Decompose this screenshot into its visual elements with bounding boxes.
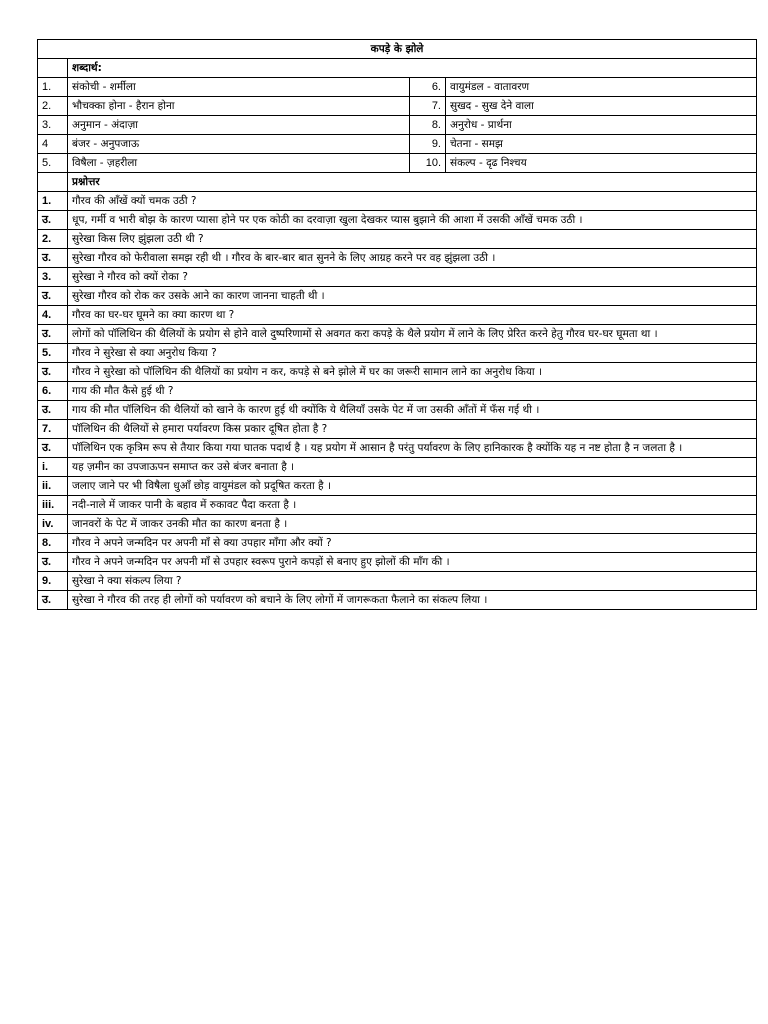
answer-text: सुरेखा गौरव को फेरीवाला समझ रही थी । गौरव के बार-बार बात सुनने के लिए आग्रह करने पर वह झुंझला उठी । <box>68 249 757 268</box>
answer-row <box>38 401 757 420</box>
answer-label: उ. <box>38 249 68 268</box>
answer-row <box>38 439 757 458</box>
question-text: सुरेखा ने क्या संकल्प लिया ? <box>68 572 757 591</box>
worksheet-body <box>38 40 757 610</box>
point-text: जलाए जाने पर भी विषैला धुआँ छोड़ वायुमंडल को प्रदूषित करता है । <box>68 477 757 496</box>
question-text: गौरव ने अपने जन्मदिन पर अपनी माँ से क्या उपहार माँगा और क्यों ? <box>68 534 757 553</box>
qa-heading: प्रश्नोत्तर <box>68 173 757 192</box>
question-row <box>38 572 757 591</box>
answer-text: गौरव ने अपने जन्मदिन पर अपनी माँ से उपहार स्वरूप पुराने कपड़ों से बनाए हुए झोलों की माँग की । <box>68 553 757 572</box>
question-row <box>38 306 757 325</box>
question-row <box>38 230 757 249</box>
question-text: सुरेखा ने गौरव को क्यों रोका ? <box>68 268 757 287</box>
empty-cell <box>38 173 68 192</box>
answer-text: लोगों को पॉलिथिन की थैलियों के प्रयोग से होने वाले दुष्परिणामों से अवगत करा कपड़े के थैले प्रयोग में लाने के लिए प्रेरित करने हेतु गौरव घर-घर घूमता था । <box>68 325 757 344</box>
question-row <box>38 192 757 211</box>
answer-label: उ. <box>38 439 68 458</box>
vocab-row <box>38 135 757 154</box>
question-text: सुरेखा किस लिए झुंझला उठी थी ? <box>68 230 757 249</box>
answer-point-row <box>38 515 757 534</box>
vocab-number: 5. <box>38 154 68 173</box>
question-text: गौरव का घर-घर घूमने का क्या कारण था ? <box>68 306 757 325</box>
vocab-number: 1. <box>38 78 68 97</box>
vocab-entry: सुखद - सुख देने वाला <box>446 97 757 116</box>
answer-row <box>38 363 757 382</box>
answer-row <box>38 325 757 344</box>
vocab-heading: शब्दार्थ: <box>68 59 757 78</box>
point-number: iii. <box>38 496 68 515</box>
question-text: गौरव की आँखें क्यों चमक उठी ? <box>68 192 757 211</box>
vocab-row <box>38 154 757 173</box>
vocab-row <box>38 116 757 135</box>
page-title: कपड़े के झोले <box>38 40 757 59</box>
question-number: 6. <box>38 382 68 401</box>
answer-text: पॉलिथिन एक कृत्रिम रूप से तैयार किया गया घातक पदार्थ है । यह प्रयोग में आसान है परंतु पर्यावरण के लिए हानिकारक है क्योंकि यह न नष्ट होता है न जलता है । <box>68 439 757 458</box>
question-number: 1. <box>38 192 68 211</box>
qa-heading-row <box>38 173 757 192</box>
point-number: iv. <box>38 515 68 534</box>
point-text: जानवरों के पेट में जाकर उनकी मौत का कारण बनता है । <box>68 515 757 534</box>
question-number: 4. <box>38 306 68 325</box>
answer-row <box>38 211 757 230</box>
vocab-entry: संकल्प - दृढ निश्चय <box>446 154 757 173</box>
answer-point-row <box>38 458 757 477</box>
vocab-row <box>38 97 757 116</box>
answer-text: गाय की मौत पॉलिथिन की थैलियों को खाने के कारण हुई थी क्योंकि ये थैलियाँ उसके पेट में जा उसकी आँतों में फँस गई थी । <box>68 401 757 420</box>
vocab-row <box>38 78 757 97</box>
answer-text: धूप, गर्मी व भारी बोझ के कारण प्यासा होने पर एक कोठी का दरवाज़ा खुला देखकर प्यास बुझाने की आशा में उसकी आँखें चमक उठी । <box>68 211 757 230</box>
question-text: गौरव ने सुरेखा से क्या अनुरोध किया ? <box>68 344 757 363</box>
answer-point-row <box>38 496 757 515</box>
vocab-entry: भौचक्का होना - हैरान होना <box>68 97 410 116</box>
vocab-number: 4 <box>38 135 68 154</box>
vocab-number: 7. <box>410 97 446 116</box>
question-number: 5. <box>38 344 68 363</box>
worksheet-table <box>37 39 757 610</box>
question-row <box>38 534 757 553</box>
vocab-entry: अनुरोध - प्रार्थना <box>446 116 757 135</box>
vocab-entry: संकोची - शर्मीला <box>68 78 410 97</box>
question-text: पॉलिथिन की थैलियों से हमारा पर्यावरण किस प्रकार दूषित होता है ? <box>68 420 757 439</box>
question-row <box>38 382 757 401</box>
vocab-number: 2. <box>38 97 68 116</box>
answer-row <box>38 287 757 306</box>
vocab-number: 8. <box>410 116 446 135</box>
question-row <box>38 268 757 287</box>
answer-label: उ. <box>38 211 68 230</box>
point-number: i. <box>38 458 68 477</box>
question-number: 2. <box>38 230 68 249</box>
vocab-number: 10. <box>410 154 446 173</box>
answer-text: सुरेखा ने गौरव की तरह ही लोगों को पर्यावरण को बचाने के लिए लोगों में जागरूकता फैलाने का संकल्प लिया । <box>68 591 757 610</box>
answer-text: सुरेखा गौरव को रोक कर उसके आने का कारण जानना चाहती थी । <box>68 287 757 306</box>
vocab-entry: वायुमंडल - वातावरण <box>446 78 757 97</box>
answer-label: उ. <box>38 325 68 344</box>
question-number: 9. <box>38 572 68 591</box>
answer-label: उ. <box>38 553 68 572</box>
title-row <box>38 40 757 59</box>
answer-row <box>38 591 757 610</box>
question-row <box>38 420 757 439</box>
answer-row <box>38 553 757 572</box>
vocab-entry: बंजर - अनुपजाऊ <box>68 135 410 154</box>
answer-label: उ. <box>38 401 68 420</box>
question-number: 7. <box>38 420 68 439</box>
answer-point-row <box>38 477 757 496</box>
vocab-heading-row <box>38 59 757 78</box>
vocab-number: 3. <box>38 116 68 135</box>
answer-row <box>38 249 757 268</box>
question-row <box>38 344 757 363</box>
empty-cell <box>38 59 68 78</box>
question-text: गाय की मौत कैसे हुई थी ? <box>68 382 757 401</box>
answer-label: उ. <box>38 287 68 306</box>
vocab-entry: अनुमान - अंदाज़ा <box>68 116 410 135</box>
point-text: नदी-नाले में जाकर पानी के बहाव में रुकावट पैदा करता है । <box>68 496 757 515</box>
answer-text: गौरव ने सुरेखा को पॉलिथिन की थैलियों का प्रयोग न कर, कपड़े से बने झोले में घर का जरूरी सामान लाने का अनुरोध किया । <box>68 363 757 382</box>
point-number: ii. <box>38 477 68 496</box>
vocab-entry: चेतना - समझ <box>446 135 757 154</box>
point-text: यह ज़मीन का उपजाऊपन समाप्त कर उसे बंजर बनाता है । <box>68 458 757 477</box>
vocab-number: 6. <box>410 78 446 97</box>
vocab-number: 9. <box>410 135 446 154</box>
question-number: 3. <box>38 268 68 287</box>
answer-label: उ. <box>38 591 68 610</box>
vocab-entry: विषैला - ज़हरीला <box>68 154 410 173</box>
question-number: 8. <box>38 534 68 553</box>
answer-label: उ. <box>38 363 68 382</box>
